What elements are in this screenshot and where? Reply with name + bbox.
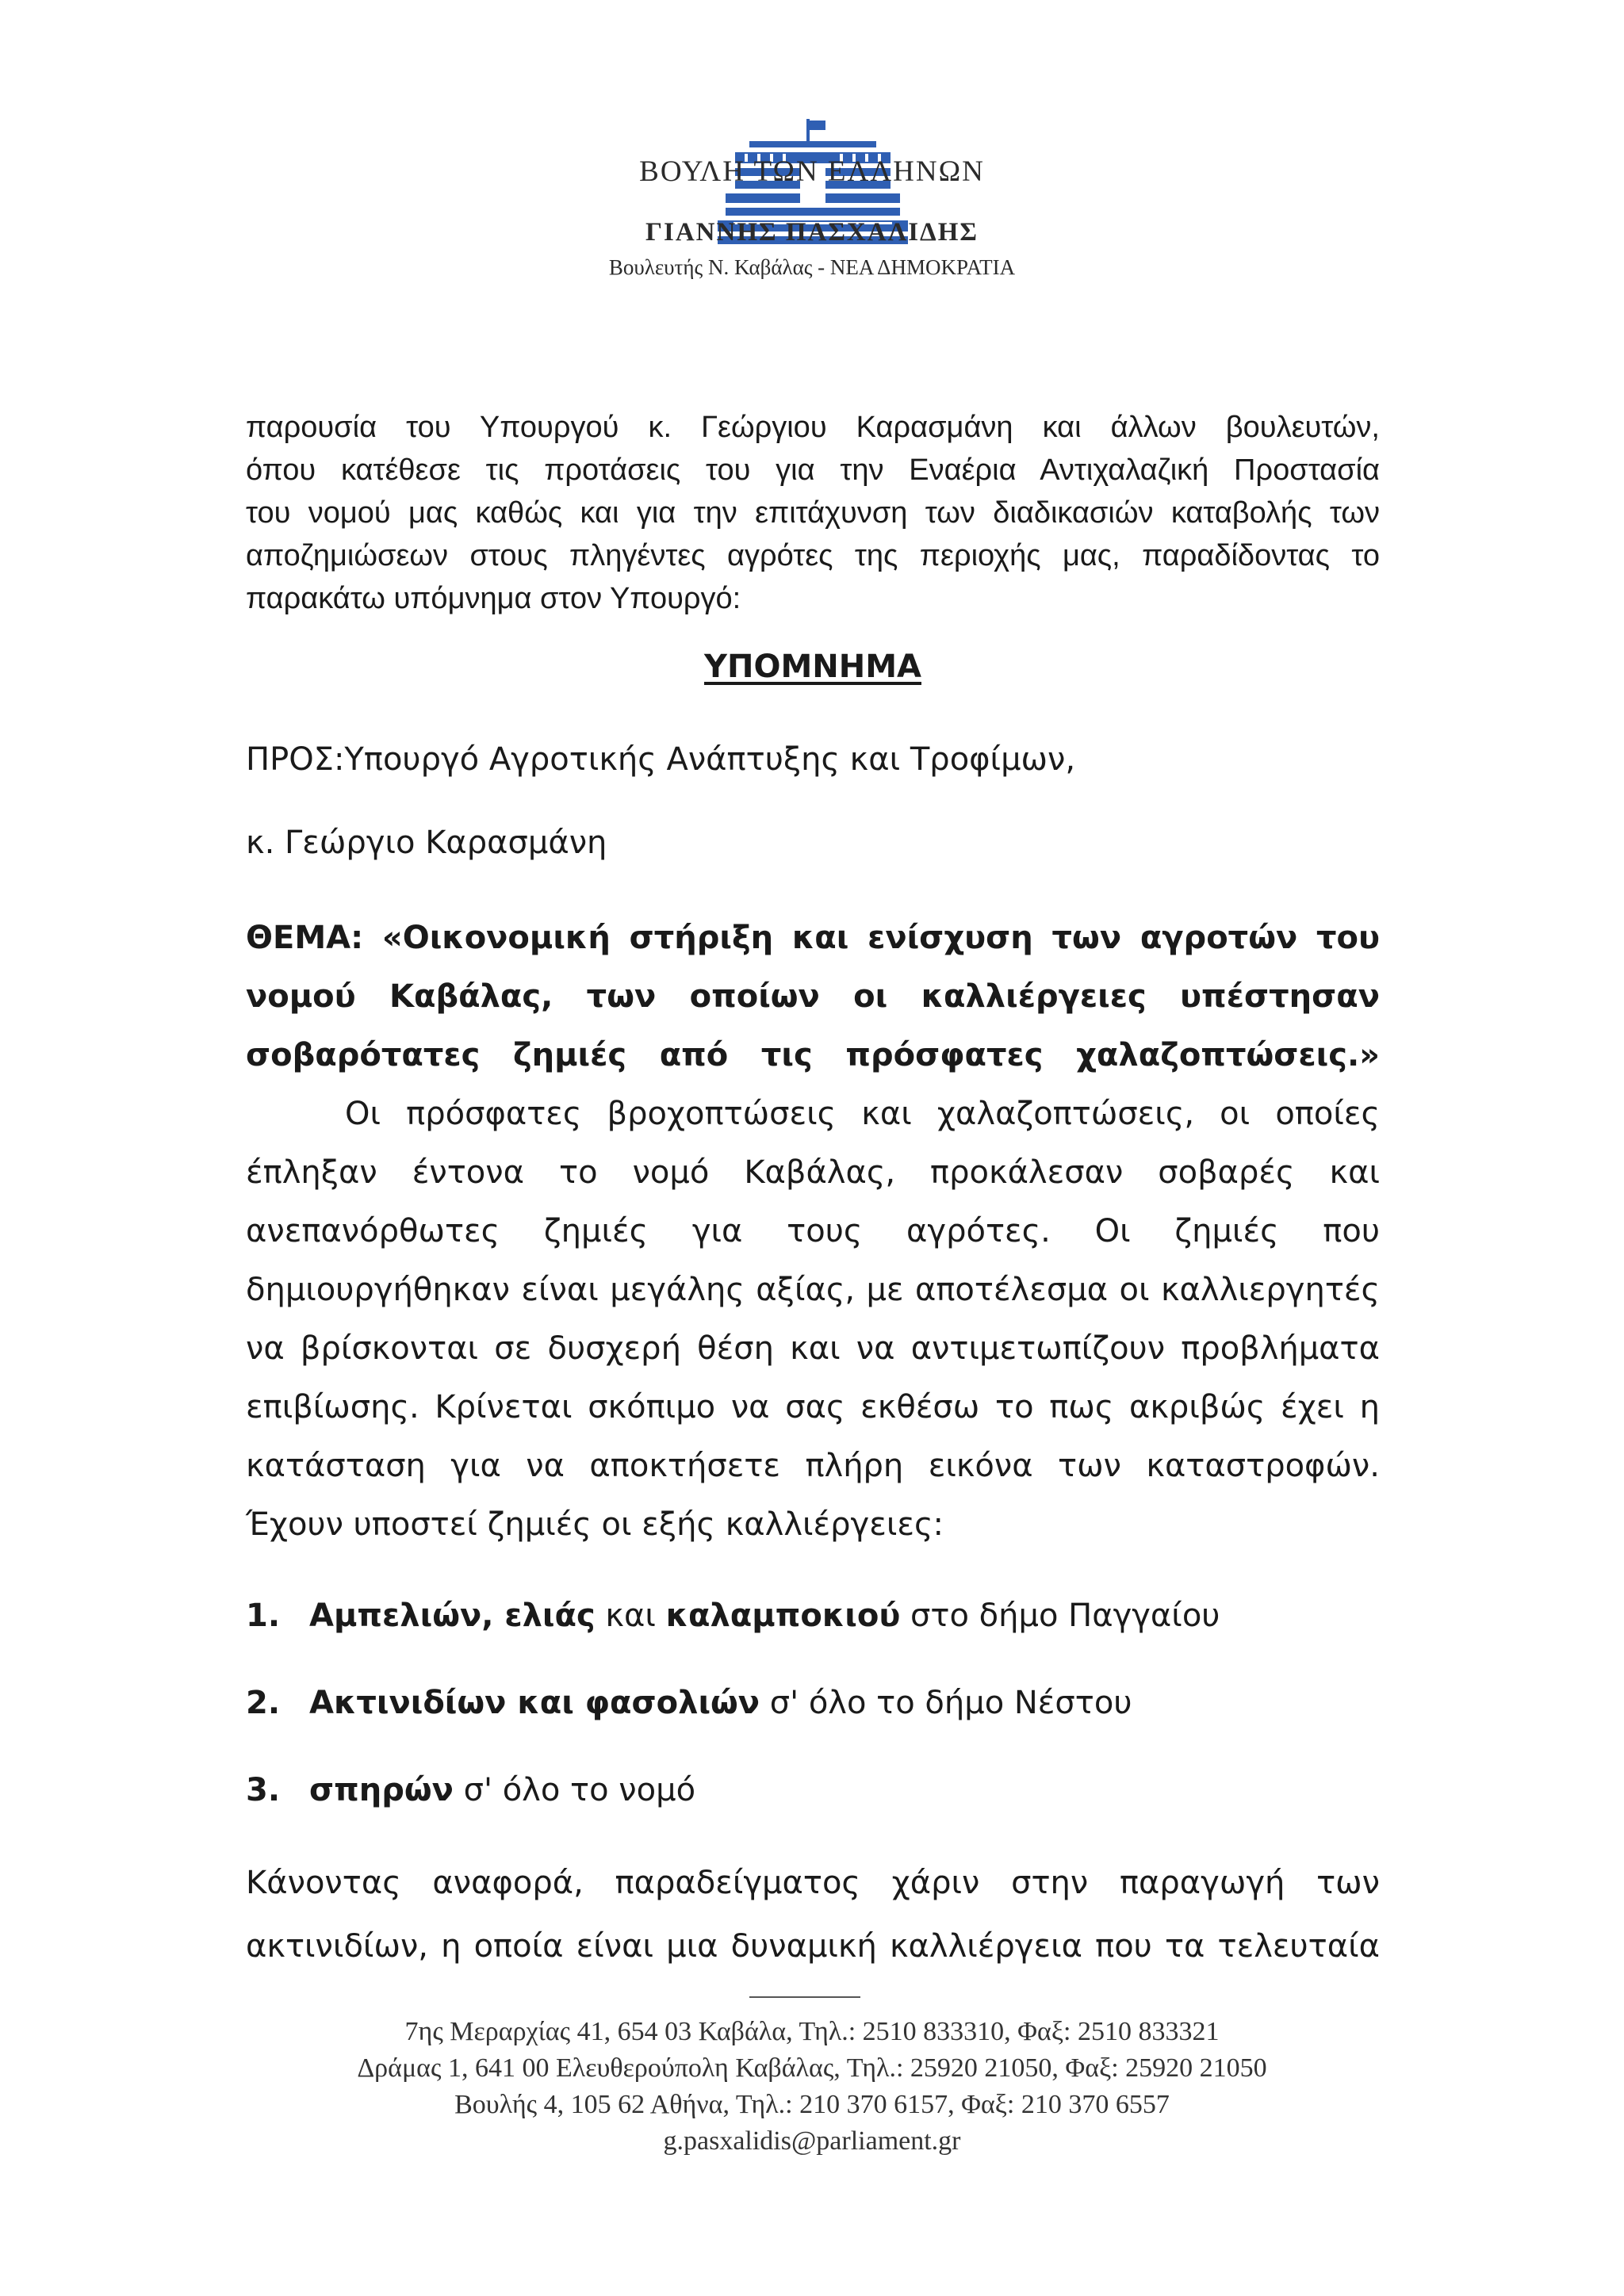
list-text: σ' όλο το δήμο Νέστου [760,1685,1132,1721]
intro-line: αποζημιώσεων στους πληγέντες αγρότες της περιοχής μας, παραδίδοντας το [246,539,1380,572]
list-text: στο δήμο Παγγαίου [900,1598,1220,1634]
footer-divider [749,1996,860,1998]
closing-line: Κάνοντας αναφορά, παραδείγματος χάριν στην παραγωγή των [246,1865,1380,1901]
parliament-name: ΒΟΥΛΗ ΤΩΝ ΕΛΛΗΝΩΝ [639,155,985,188]
list-text: και [595,1598,666,1634]
footer-address-kavala: 7ης Μεραρχίας 41, 654 03 Καβάλα, Τηλ.: 2510 833310, Φαξ: 2510 833321 [404,2017,1220,2046]
paragraph-line: Έχουν υποστεί ζημιές οι εξής καλλιέργειες: [246,1506,944,1543]
footer-address-eleftheroupoli: Δράμας 1, 641 00 Ελευθερούπολη Καβάλας, Τηλ.: 25920 21050, Φαξ: 25920 21050 [357,2053,1267,2083]
subject-block [246,909,1380,1085]
paragraph-line: κατάσταση για να αποκτήσετε πλήρη εικόνα των καταστροφών. [246,1448,1380,1484]
main-paragraph [246,1085,1380,1554]
list-bold-text: Ακτινιδίων και φασολιών [309,1685,760,1721]
list-item [246,1685,1132,1721]
closing-paragraph [246,1851,1380,1978]
intro-line: παρουσία του Υπουργού κ. Γεώργιου Καρασμάνη και άλλων βουλευτών, [246,411,1380,444]
list-text: σ' όλο το νομό [453,1772,696,1808]
paragraph-line: να βρίσκονται σε δυσχερή θέση και να αντιμετωπίζουν προβλήματα [246,1330,1380,1367]
intro-line: του νομού μας καθώς και για την επιτάχυνση των διαδικασιών καταβολής των [246,496,1380,530]
mp-role: Βουλευτής Ν. Καβάλας - ΝΕΑ ΔΗΜΟΚΡΑΤΙΑ [608,255,1016,279]
footer-contact [0,2014,1624,2160]
paragraph-line: ανεπανόρθωτες ζημιές για τους αγρότες. Οι ζημιές που [246,1213,1380,1249]
list-bold-text: Αμπελιών, ελιάς [309,1598,596,1634]
list-number: 2. [246,1685,281,1721]
subject-line: σοβαρότατες ζημιές από τις πρόσφατες χαλαζοπτώσεις.» [246,1037,1380,1073]
memo-title: ΥΠΟΜΝΗΜΑ [704,649,921,685]
mp-name: ΓΙΑΝΝΗΣ ΠΑΣΧΑΛΙΔΗΣ [645,218,979,247]
list-item [246,1598,1220,1634]
recipient-line: ΠΡΟΣ:Υπουργό Αγροτικής Ανάπτυξης και Τροφίμων, [246,741,1076,778]
recipient-name: κ. Γεώργιο Καρασμάνη [246,825,607,861]
subject-line: ΘΕΜΑ: «Οικονομική στήριξη και ενίσχυση των αγροτών του [246,920,1380,956]
list-item [246,1772,695,1808]
list-number: 3. [246,1772,281,1808]
list-bold-text: σπηρών [309,1772,454,1808]
paragraph-line: έπληξαν έντονα το νομό Καβάλας, προκάλεσαν σοβαρές και [246,1154,1380,1191]
paragraph-line: επιβίωσης. Κρίνεται σκόπιμο να σας εκθέσω το πως ακριβώς έχει η [246,1389,1380,1425]
intro-line: όπου κατέθεσε τις προτάσεις του για την Εναέρια Αντιχαλαζική Προστασία [246,453,1380,487]
closing-line: ακτινιδίων, η οποία είναι μια δυναμική καλλιέργεια που τα τελευταία [246,1928,1380,1965]
paragraph-line: Οι πρόσφατες βροχοπτώσεις και χαλαζοπτώσεις, οι οποίες [345,1096,1380,1132]
paragraph-line: δημιουργήθηκαν είναι μεγάλης αξίας, με αποτέλεσμα οι καλλιεργητές [246,1272,1380,1308]
footer-address-athens: Βουλής 4, 105 62 Αθήνα, Τηλ.: 210 370 6157, Φαξ: 210 370 6557 [454,2090,1170,2119]
subject-line: νομού Καβάλας, των οποίων οι καλλιέργειες υπέστησαν [246,978,1380,1015]
footer-email: g.pasxalidis@parliament.gr [663,2126,961,2156]
intro-paragraph [246,406,1380,620]
list-bold-text: καλαμποκιού [665,1598,901,1634]
intro-line: παρακάτω υπόμνημα στον Υπουργό: [246,582,741,615]
list-number: 1. [246,1598,281,1634]
